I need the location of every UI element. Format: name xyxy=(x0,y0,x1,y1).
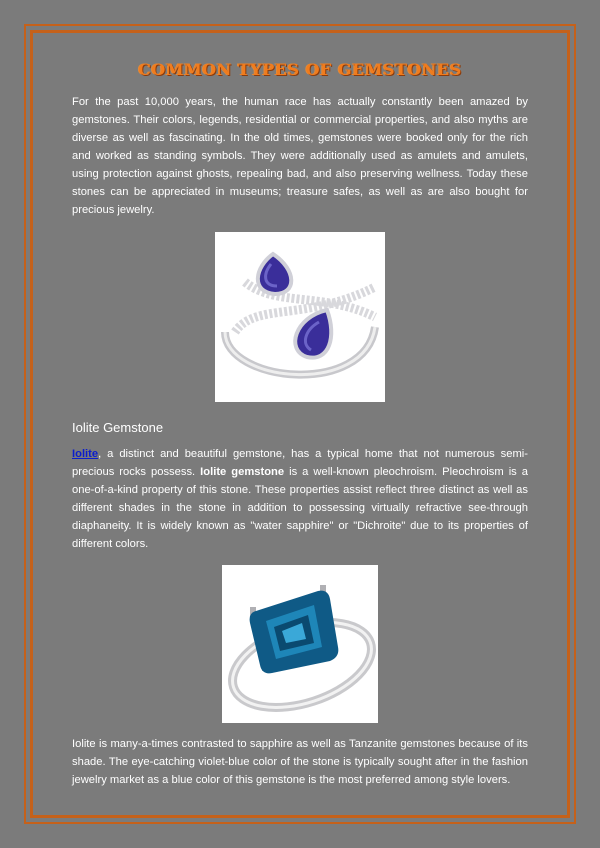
comparison-paragraph: Iolite is many-a-times contrasted to sapphire as well as Tanzanite gemstones because of its shade. The eye-catching violet-blue color of the stone is typically sought after in the fashion jewelry market as a blue color of this gemstone is the most preferred among style lovers. xyxy=(72,738,528,786)
article xyxy=(72,60,528,789)
iolite-link[interactable]: Iolite xyxy=(72,448,99,460)
iolite-bold-text: Iolite gemstone xyxy=(200,466,285,478)
sapphire-ring-image xyxy=(215,232,385,402)
iolite-paragraph xyxy=(72,445,528,553)
iolite-text-b: is a well-known pleochroism. Pleochroism is a one-of-a-kind property of this stone. These properties assist reflect three distinct as well as different shades in the stone in addition to possessing virtually refractive see-through diaphaneity. It is widely known as "water sapphire" or "Dichroite" due to its properties of different colors. xyxy=(72,466,528,550)
blue-topaz-ring-image xyxy=(222,565,378,723)
intro-paragraph: For the past 10,000 years, the human race has actually constantly been amazed by gemstones. Their colors, legends, residential or commercial properties, and also myths are diverse as well as fascinating. In the old times, gemstones were booked only for the rich and worked as standing symbols. They were additionally used as amulets and amulets, using protection against ghosts, repealing bad, and also preserving wellness. Today these stones can be appreciated in museums; treasure safes, as well as are also bought for precious jewelry. xyxy=(72,96,528,216)
iolite-text-a: , a distinct and beautiful gemstone, has a typical home that not numerous semi-precious rocks possess. xyxy=(72,448,528,478)
section-heading: Iolite Gemstone xyxy=(72,420,164,435)
page-title: COMMON TYPES OF GEMSTONES xyxy=(138,60,462,79)
